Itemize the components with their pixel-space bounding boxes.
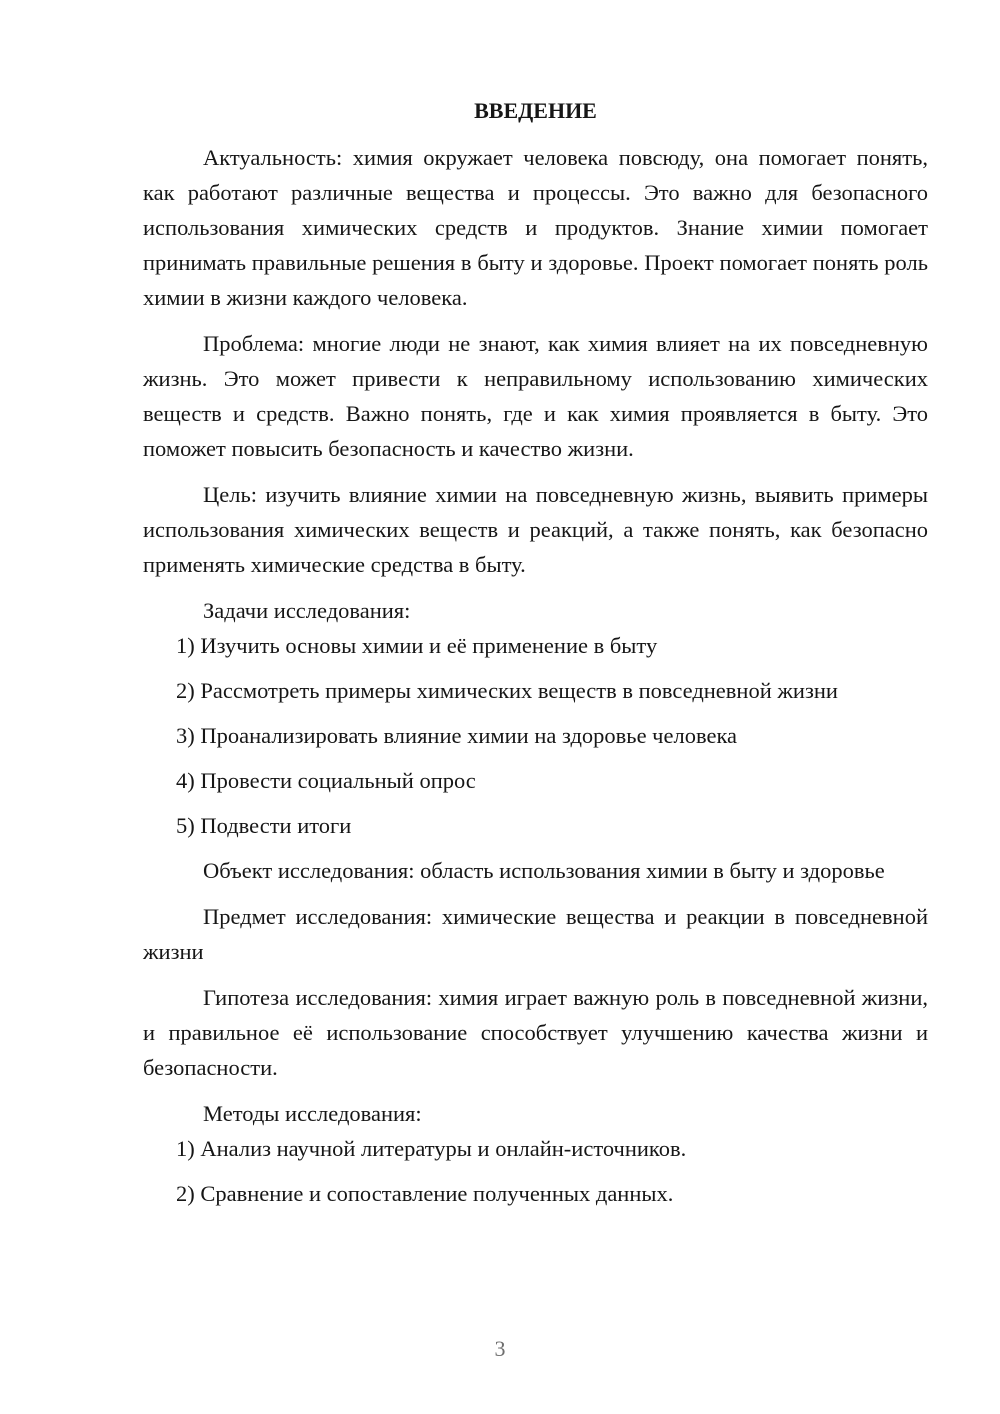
object-paragraph: Объект исследования: область использования химии в быту и здоровье [203,858,885,883]
method-item: 1) Анализ научной литературы и онлайн-источников. [176,1136,687,1161]
method-item: 2) Сравнение и сопоставление полученных данных. [176,1181,674,1206]
task-item: 2) Рассмотреть примеры химических веществ в повседневной жизни [176,678,838,703]
methods-title: Методы исследования: [203,1101,422,1126]
subject-paragraph: Предмет исследования: химические вещества и реакции в повседневной жизни [143,904,928,964]
page-content [143,96,928,1221]
task-item: 4) Провести социальный опрос [176,768,476,793]
tasks-list [143,628,928,843]
problem-paragraph: Проблема: многие люди не знают, как химия влияет на их повседневную жизнь. Это может привести к неправильному использованию химических веществ и средств. Важно понять, где и как химия проявляется в быту. Это поможет повысить безопасность и качество жизни. [143,331,928,461]
hypothesis-paragraph: Гипотеза исследования: химия играет важную роль в повседневной жизни, и правильное её использование способствует улучшению качества жизни и безопасности. [143,985,928,1080]
task-item: 3) Проанализировать влияние химии на здоровье человека [176,723,738,748]
methods-list [143,1131,928,1211]
section-heading: ВВЕДЕНИЕ [474,98,597,123]
goal-paragraph: Цель: изучить влияние химии на повседневную жизнь, выявить примеры использования химических веществ и реакций, а также понять, как безопасно применять химические средства в быту. [143,482,928,577]
page-number: 3 [494,1336,506,1361]
task-item: 1) Изучить основы химии и её применение в быту [176,633,658,658]
task-item: 5) Подвести итоги [176,813,352,838]
relevance-paragraph: Актуальность: химия окружает человека повсюду, она помогает понять, как работают различные вещества и процессы. Это важно для безопасного использования химических средств и продуктов. Знание химии помогает принимать правильные решения в быту и здоровье. Проект помогает понять роль химии в жизни каждого человека. [143,145,928,310]
tasks-title: Задачи исследования: [203,598,411,623]
